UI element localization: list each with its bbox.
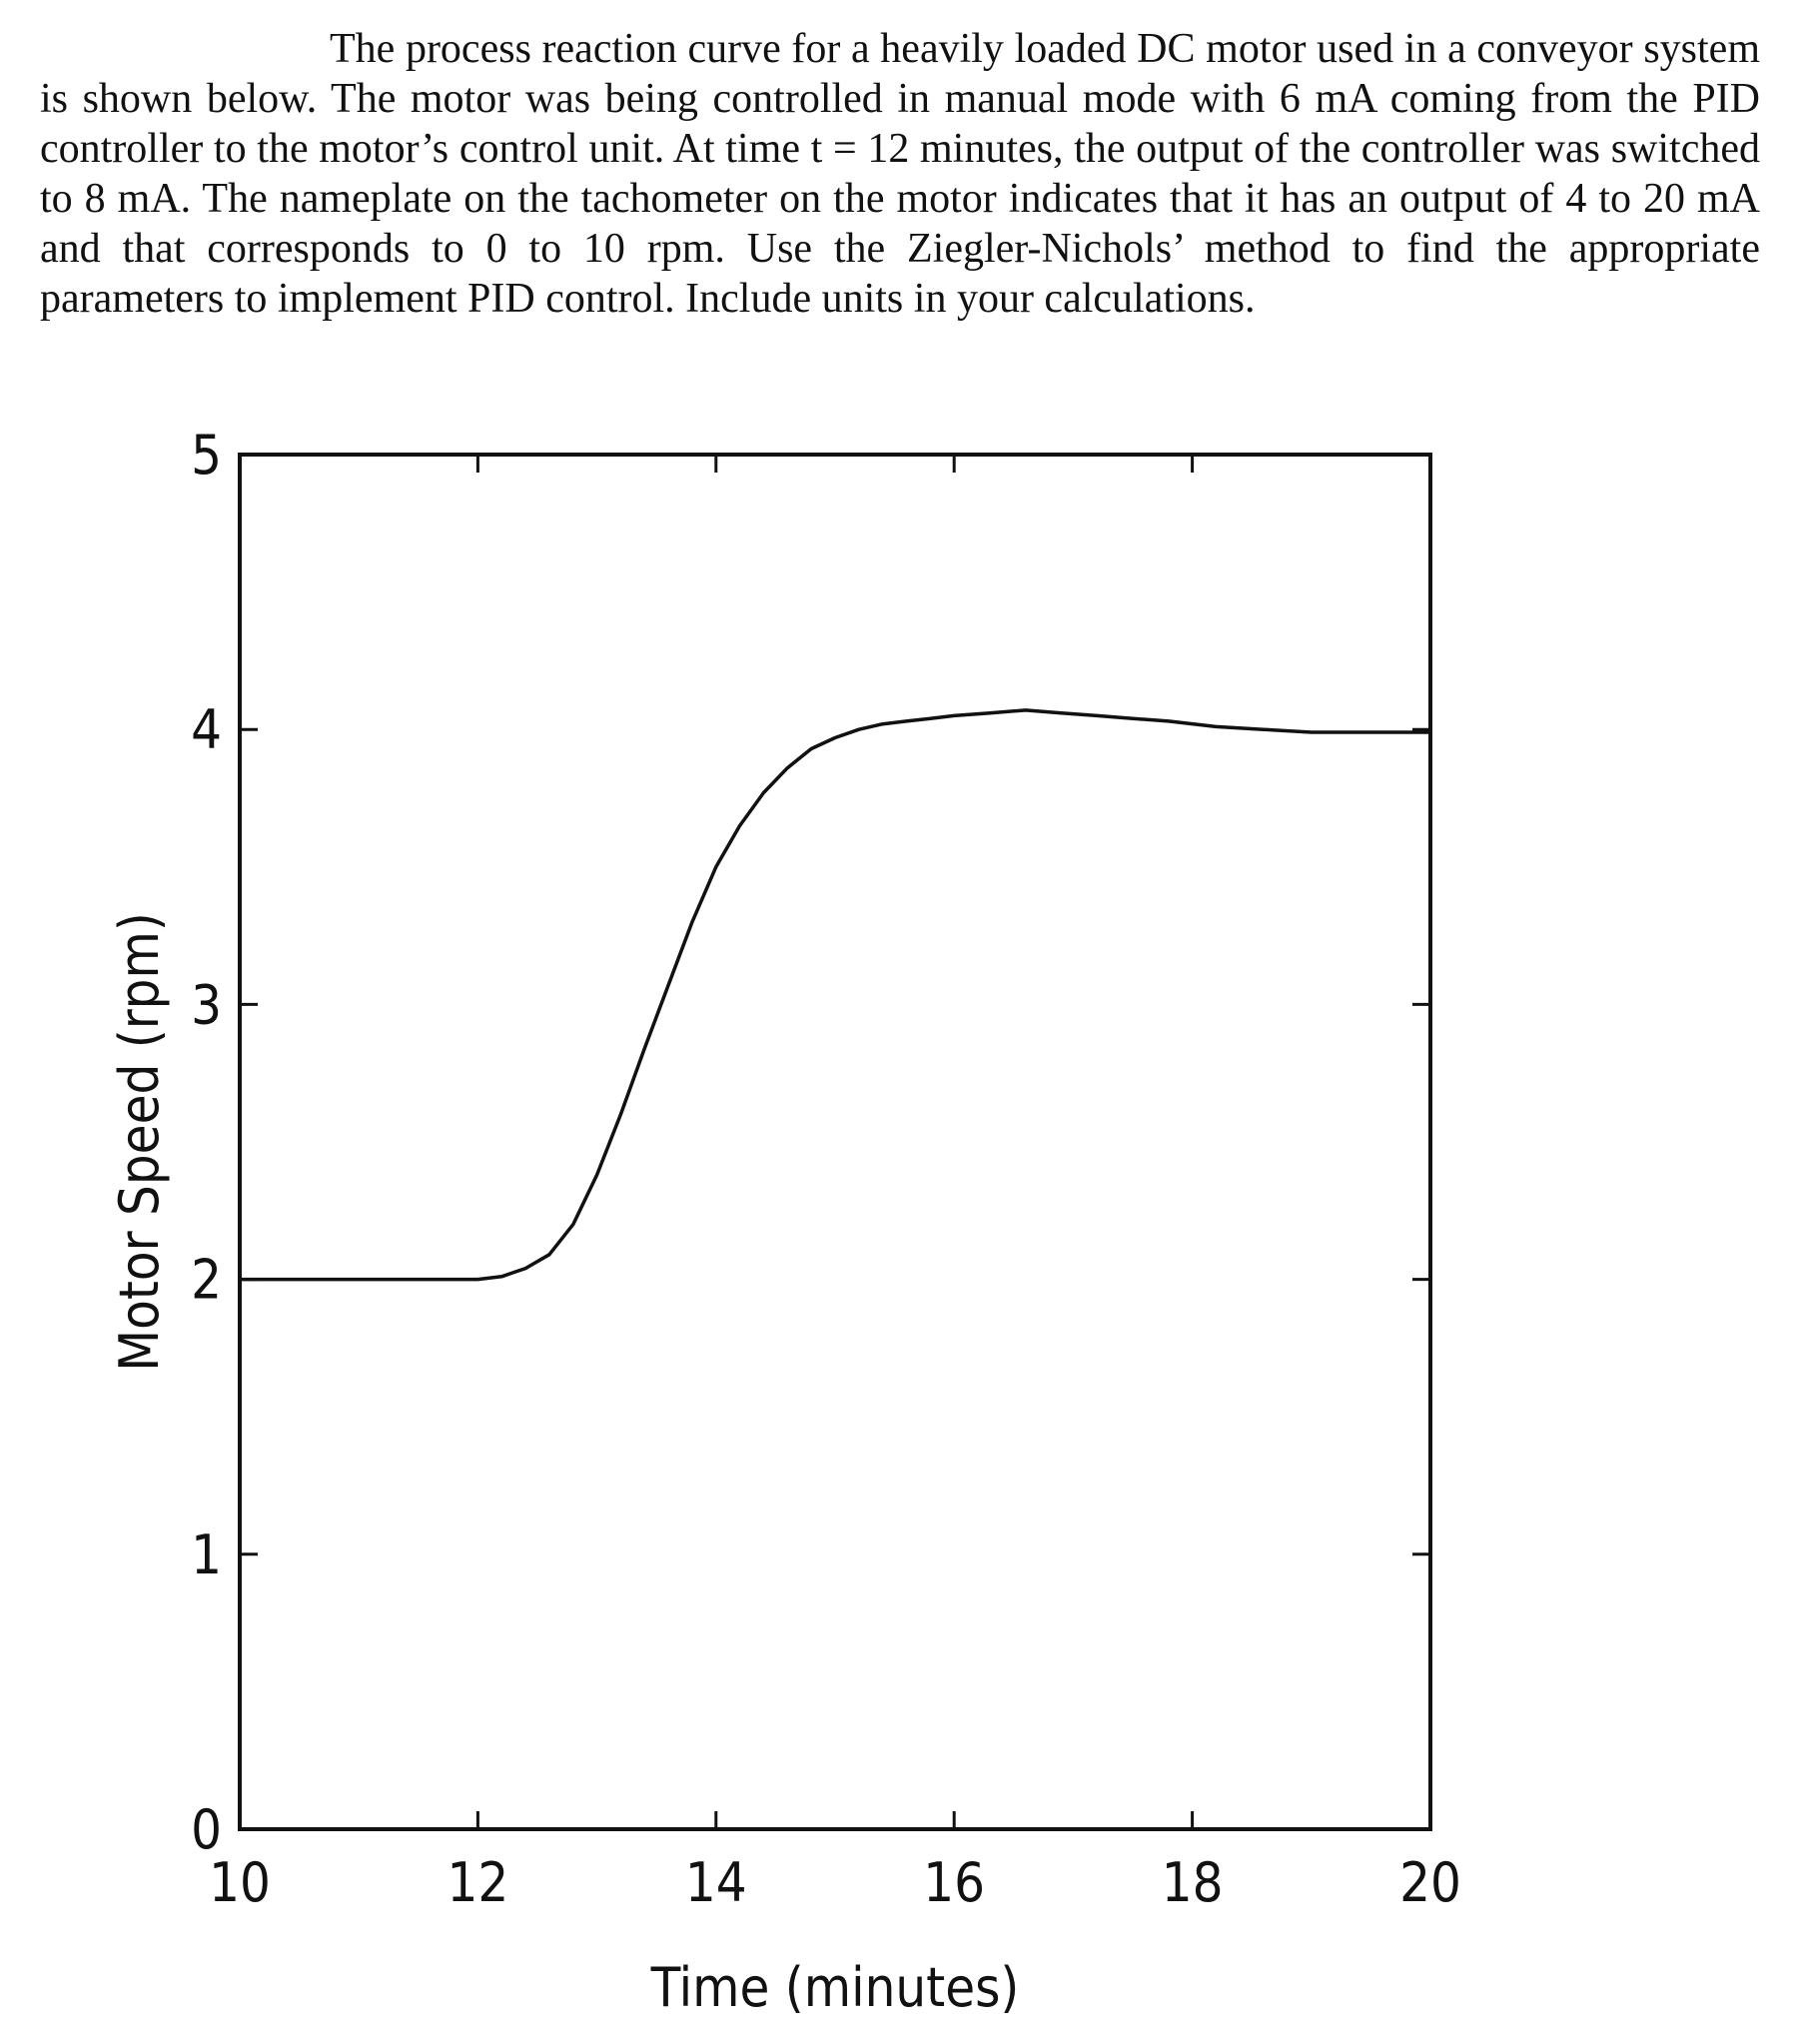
y-tick-label: 1 [191, 1523, 222, 1586]
problem-statement: The process reaction curve for a heavily loaded DC motor used in a conveyor system is shown below. The motor was being controlled in manual mode with 6 mA coming from the PID controller to the motor’s control unit. At time t = 12 minutes, the output of the controller was switched to 8 mA. The nameplate on the tachometer on the motor indicates that it has an output of 4 to 20 mA and that corresponds to 0 to 10 rpm. Use the Ziegler-Nichols’ method to find the appropriate parameters to implement PID control. Include units in your calculations. [40, 26, 1760, 322]
y-tick-label: 0 [191, 1798, 222, 1861]
y-tick-label: 3 [191, 973, 222, 1037]
motor-speed-curve [240, 710, 1430, 1280]
x-tick-label: 12 [447, 1851, 509, 1914]
y-axis-label: Motor Speed (rpm) [108, 912, 171, 1372]
x-tick-labels [209, 1851, 1461, 1914]
y-tick-label: 4 [191, 698, 222, 762]
x-tick-label: 10 [209, 1851, 271, 1914]
x-axis-label: Time (minutes) [650, 1956, 1020, 2019]
y-tick-labels [191, 424, 222, 1861]
axis-ticks [240, 455, 1430, 1829]
x-tick-label: 16 [923, 1851, 986, 1914]
y-tick-label: 2 [191, 1248, 222, 1312]
x-tick-label: 20 [1399, 1851, 1461, 1914]
y-tick-label: 5 [191, 424, 222, 487]
x-tick-label: 14 [684, 1851, 747, 1914]
plot-frame [240, 455, 1430, 1829]
x-tick-label: 18 [1161, 1851, 1224, 1914]
